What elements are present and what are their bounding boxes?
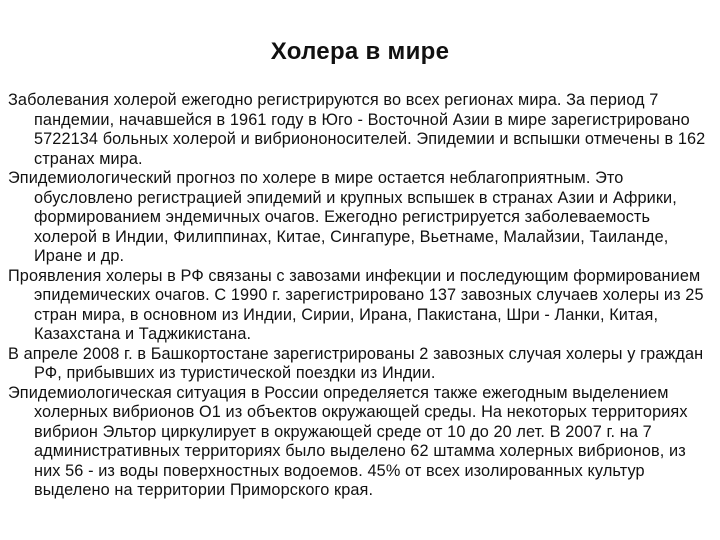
paragraph-environment-situation: Эпидемиологическая ситуация в России определяется также ежегодным выделением холерных вибрионов О1 из объектов окружающей среды. На некоторых территориях вибрион Эльтор циркулирует в окружающей среде от 10 до 20 лет. В 2007 г. на 7 административных территориях было выделено 62 штамма холерных вибрионов, из них 56 - из воды поверхностных водоемов. 45% от всех изолированных культур выделено на территории Приморского края. bbox=[8, 383, 688, 499]
slide-title: Холера в мире bbox=[270, 38, 450, 65]
paragraph-bashkortostan-cases: В апреле 2008 г. в Башкортостане зарегистрированы 2 завозных случая холеры у граждан РФ, прибывших из туристической поездки из Индии. bbox=[8, 344, 704, 382]
paragraph-cholera-in-russia: Проявления холеры в РФ связаны с завозами инфекции и последующим формированием эпидемических очагов. С 1990 г. зарегистрировано 137 завозных случаев холеры из 25 стран мира, в основном из Индии, Сирии, Ирана, Пакистана, Шри - Ланки, Китая, Казахстана и Таджикистана. bbox=[8, 266, 704, 343]
paragraph-cholera-registration: Заболевания холерой ежегодно регистрируются во всех регионах мира. За период 7 пандемии, начавшейся в 1961 году в Юго - Восточной Азии в мире зарегистрировано 5722134 больных холерой и вибриононосителей. Эпидемии и вспышки отмечены в 162 странах мира. bbox=[8, 91, 706, 168]
paragraph-epidemiological-forecast: Эпидемиологический прогноз по холере в мире остается неблагоприятным. Это обусловлено регистрацией эпидемий и крупных вспышек в странах Азии и Африки, формированием эндемичных очагов. Ежегодно регистрируется заболеваемость холерой в Индии, Филиппинах, Китае, Сингапуре, Вьетнаме, Малайзии, Таиланде, Иране и др. bbox=[8, 169, 677, 265]
slide-body bbox=[8, 91, 714, 501]
